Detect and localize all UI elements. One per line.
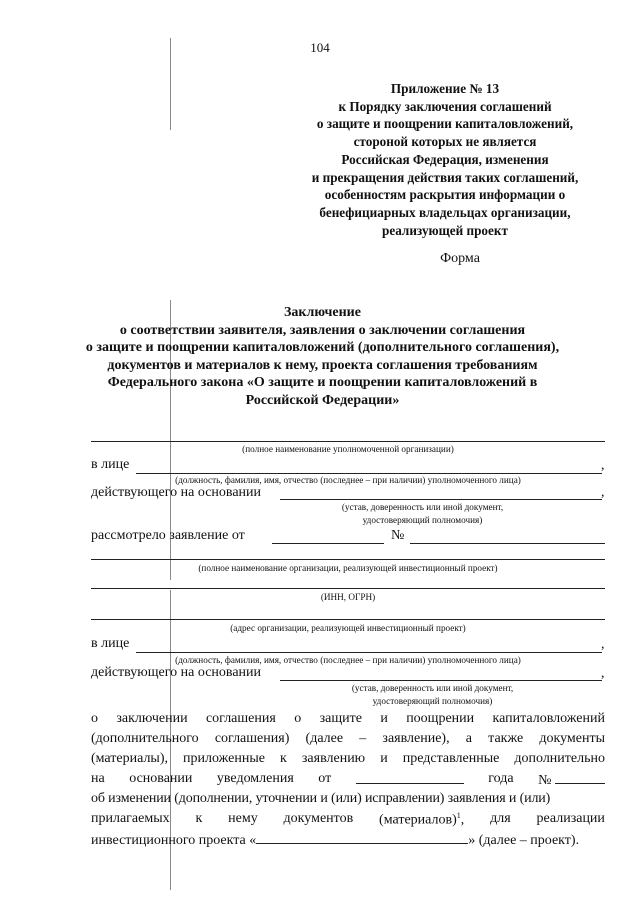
word: прилагаемых (91, 811, 170, 826)
appendix-line: к Порядку заключения соглашений (338, 98, 552, 114)
word: защите (319, 711, 362, 726)
word: дополнительно (514, 751, 605, 766)
title-line: документов и материалов к нему, проекта соглашения требованиям (107, 357, 538, 373)
paragraph-line (91, 831, 605, 849)
word: на (91, 771, 105, 786)
basis-field[interactable] (280, 680, 602, 681)
word: – (359, 731, 367, 746)
word: (далее (305, 731, 344, 746)
paragraph-line: об изменении (дополнении, уточнении и (или) исправлении) заявления и (или) (91, 791, 551, 806)
footnote-ref[interactable]: 1 (456, 811, 461, 820)
word: представленные (402, 751, 500, 766)
word: соглашения (205, 711, 276, 726)
word: к (280, 751, 287, 766)
word: документы (539, 731, 605, 746)
basis-field[interactable] (280, 499, 602, 500)
word: о (294, 711, 302, 726)
title-line: о защите и поощрении капиталовложений (дополнительного соглашения), (85, 340, 560, 356)
title-line: о соответствии заявителя, заявления о заключении соглашения (119, 322, 526, 338)
project-org-field[interactable] (91, 559, 605, 560)
word: № (538, 773, 552, 788)
appendix-line: о защите и поощрении капиталовложений, (316, 116, 574, 132)
word: к (195, 811, 203, 826)
punctuation: , (460, 812, 465, 828)
address-caption: (адрес организации, реализующей инвестиционный проект) (230, 623, 466, 633)
title-line: Российской Федерации» (245, 392, 400, 408)
text-segment: инвестиционного проекта « (91, 833, 257, 848)
word: капиталовложений (492, 711, 605, 726)
title-line: Заключение (284, 305, 361, 320)
paragraph-line (91, 771, 605, 789)
word: реализации (536, 811, 605, 826)
paragraph-line (91, 731, 605, 747)
word: соглашения) (214, 731, 290, 746)
word: (материалы), (91, 751, 168, 766)
word: а (465, 731, 472, 746)
comma: , (601, 637, 605, 652)
word: для (490, 811, 511, 826)
number-sign: № (391, 528, 405, 543)
word: и (380, 711, 388, 726)
basis-caption: удостоверяющий полномочия) (372, 696, 493, 706)
comma: , (601, 666, 605, 681)
notice-date-field[interactable] (356, 771, 464, 784)
in-person-label: в лице (91, 457, 130, 472)
person-caption: (должность, фамилия, имя, отчество (последнее – при наличии) уполномоченного лица) (175, 655, 521, 665)
word: заявлению (301, 751, 366, 766)
basis-caption: (устав, доверенность или иной документ, (341, 502, 504, 512)
word: заявление), (382, 731, 450, 746)
paragraph-line (91, 811, 605, 829)
word: заключении (116, 711, 188, 726)
word: уведомления (216, 771, 294, 786)
appendix-line: Приложение № 13 (390, 81, 500, 96)
application-date-field[interactable] (272, 543, 384, 544)
word: основании (129, 771, 193, 786)
page-number: 104 (310, 40, 330, 55)
word: (материалов) (379, 812, 457, 828)
address-field[interactable] (91, 619, 605, 620)
project-name-field[interactable] (256, 831, 468, 844)
project-org-caption: (полное наименование организации, реализующей инвестиционный проект) (198, 563, 498, 573)
appendix-header (270, 80, 620, 239)
word: от (318, 771, 332, 786)
basis-caption: удостоверяющий полномочия) (362, 515, 483, 525)
basis-caption: (устав, доверенность или иной документ, (351, 683, 514, 693)
appendix-line: бенефициарных владельцах организации, (319, 204, 571, 220)
appendix-line: Российская Федерация, изменения (341, 151, 549, 167)
org-name-caption: (полное наименование уполномоченной организации) (242, 444, 454, 454)
inn-ogrn-field[interactable] (91, 588, 605, 589)
word: приложенные (183, 751, 265, 766)
word: (дополнительного (91, 731, 199, 746)
reviewed-label: рассмотрело заявление от (91, 528, 245, 543)
form-label: Форма (440, 251, 480, 266)
org-name-field[interactable] (91, 441, 605, 442)
word: года (488, 771, 514, 786)
title-line: Федерального закона «О защите и поощрении капиталовложений в (107, 375, 538, 391)
appendix-line: и прекращения действия таких соглашений, (311, 169, 579, 185)
word: о (91, 711, 98, 726)
appendix-line: особенностям раскрытия информации о (324, 187, 566, 203)
person-field[interactable] (136, 652, 602, 653)
paragraph-line (91, 751, 605, 767)
word: документов (283, 811, 354, 826)
notice-number-field[interactable] (555, 771, 605, 784)
paragraph-line (91, 711, 605, 727)
text-segment: » (далее – проект). (468, 833, 580, 848)
inn-ogrn-caption: (ИНН, ОГРН) (320, 592, 376, 602)
person-field[interactable] (136, 473, 602, 474)
application-number-field[interactable] (410, 543, 605, 544)
in-person-label: в лице (91, 636, 130, 651)
word: также (488, 731, 524, 746)
comma: , (601, 485, 605, 500)
appendix-line: реализующей проект (382, 222, 508, 238)
word: поощрении (406, 711, 475, 726)
word: и (380, 751, 388, 766)
person-caption: (должность, фамилия, имя, отчество (последнее – при наличии) уполномоченного лица) (175, 475, 521, 485)
word: нему (228, 811, 258, 826)
document-title (60, 304, 585, 410)
acting-basis-label: действующего на основании (91, 485, 262, 500)
acting-basis-label: действующего на основании (91, 665, 262, 680)
comma: , (601, 458, 605, 473)
appendix-line: стороной которых не является (353, 134, 537, 150)
